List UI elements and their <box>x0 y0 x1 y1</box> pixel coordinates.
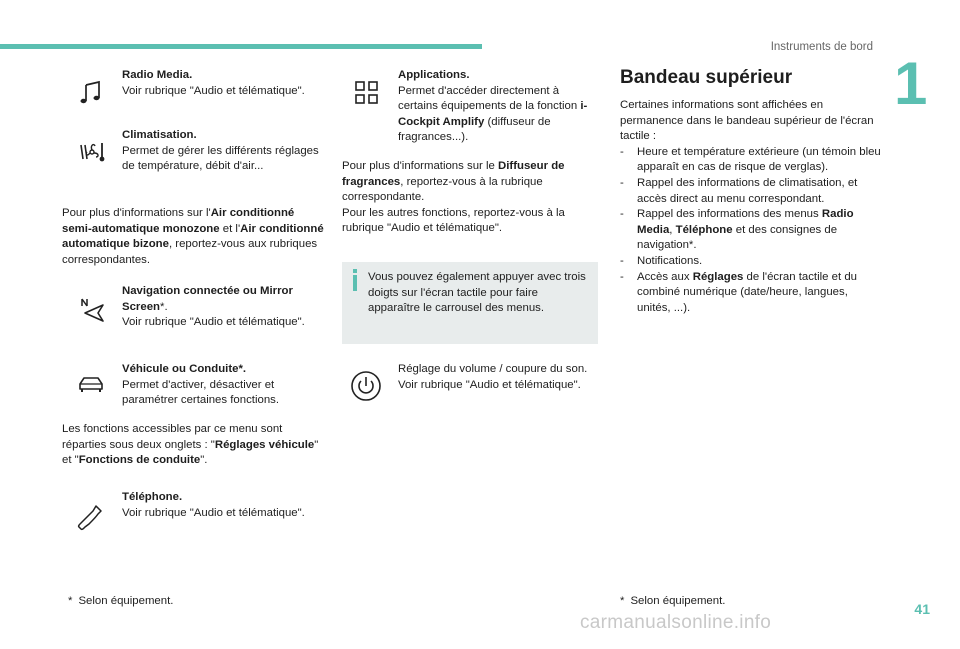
page-number: 41 <box>914 601 930 617</box>
navigation-arrow-icon <box>78 295 108 325</box>
list-item <box>620 270 882 317</box>
text-span: Accès aux <box>637 270 693 283</box>
section-heading: Bandeau supérieur <box>620 67 793 88</box>
text-span: Les fonctions accessibles par ce menu sont réparties sous deux onglets : " <box>62 423 283 451</box>
car-icon <box>76 369 106 399</box>
text-span: ". <box>200 454 208 467</box>
text-span: Pour plus d'informations sur le <box>342 160 499 172</box>
bold-span: Air conditionné semi-automatique monozone <box>62 207 295 235</box>
music-note-icon <box>76 78 106 108</box>
radio-media-text: Voir rubrique "Audio et télématique". <box>122 84 305 97</box>
applications-title: Applications. <box>398 69 470 81</box>
info-icon <box>353 275 357 291</box>
text-span: , reportez-vous aux rubriques correspondantes. <box>62 238 318 266</box>
text-span: Rappel des informations des menus <box>637 208 822 221</box>
climate-fan-icon <box>76 137 106 167</box>
phone-handset-icon <box>76 503 106 533</box>
text-span: Pour plus d'informations sur l' <box>62 207 211 219</box>
text-span: Pour les autres fonctions, reportez-vous à la rubrique "Audio et télématique". <box>342 206 565 235</box>
list-item: - Notifications. <box>620 254 882 270</box>
bandeau-content <box>620 98 882 316</box>
applications-text <box>398 84 596 146</box>
header-accent-bar <box>0 44 482 49</box>
footnote-star: * <box>68 595 73 607</box>
power-knob-icon <box>350 370 382 402</box>
phone-text: Voir rubrique "Audio et télématique". <box>122 506 305 519</box>
info-note-text: Vous pouvez également appuyer avec trois doigts sur l'écran tactile pour faire apparaître le carrousel des menus. <box>368 271 586 315</box>
bold-span: Réglages véhicule <box>214 438 315 451</box>
navigation-title: Navigation connectée ou Mirror Screen <box>122 285 293 313</box>
navigation-text: Voir rubrique "Audio et télématique". <box>122 316 305 329</box>
list-item: - Rappel des informations de climatisation, et accès direct au menu correspondant. <box>620 176 882 207</box>
footnote-star: * <box>620 595 625 607</box>
volume-text: Réglage du volume / coupure du son. <box>398 363 588 375</box>
climatisation-item <box>122 128 332 175</box>
bold-span: i-Cockpit Amplify <box>398 100 588 128</box>
section-title: Instruments de bord <box>770 41 873 53</box>
list-item: - Heure et température extérieure (un témoin bleu apparaît en cas de risque de verglas). <box>620 145 882 176</box>
text-span: , reportez-vous à la rubrique correspondante. <box>342 175 543 204</box>
footnote-text: Selon équipement. <box>78 595 174 607</box>
climatisation-title: Climatisation. <box>122 129 197 141</box>
volume-item <box>398 362 596 393</box>
text-span: " et " <box>62 438 319 467</box>
text-span: , <box>669 223 676 236</box>
text-span: et l' <box>219 222 241 235</box>
vehicle-item <box>122 362 332 409</box>
text-span: et des consignes de navigation*. <box>637 223 838 252</box>
chapter-number: 1 <box>894 50 928 117</box>
footnote-text: Selon équipement. <box>630 595 726 607</box>
list-item <box>620 207 882 254</box>
footnote-star: * <box>160 300 165 313</box>
climatisation-text: Permet de gérer les différents réglages de température, débit d'air... <box>122 144 319 173</box>
apps-grid-icon <box>352 78 382 108</box>
bold-span: Air conditionné automatique bizone <box>62 222 324 251</box>
fragrance-paragraph <box>342 159 598 237</box>
bold-span: Radio Media <box>637 208 854 236</box>
vehicle-title: Véhicule ou Conduite*. <box>122 363 247 375</box>
applications-item <box>398 68 596 146</box>
bandeau-intro: Certaines informations sont affichées en permanence dans le bandeau supérieur de l'écran tactile : <box>620 99 874 143</box>
footnote-right <box>620 594 725 610</box>
phone-item <box>122 490 332 521</box>
text-span: . <box>164 300 168 313</box>
footnote-left <box>68 594 173 610</box>
info-note-box <box>342 262 598 344</box>
phone-title: Téléphone. <box>122 491 183 503</box>
bold-span: Diffuseur de fragrances <box>342 160 565 188</box>
bandeau-list <box>620 145 882 317</box>
bold-span: Téléphone <box>675 223 733 236</box>
radio-media-item <box>122 68 332 99</box>
watermark: carmanualsonline.info <box>580 612 772 633</box>
bold-span: Fonctions de conduite <box>78 454 201 467</box>
vehicle-text: Permet d'activer, désactiver et paramétrer certaines fonctions. <box>122 378 280 407</box>
text-span: (diffuseur de fragrances...). <box>398 115 551 144</box>
tabs-paragraph <box>62 422 324 469</box>
text-span: Permet d'accéder directement à certains équipements de la fonction <box>398 84 581 113</box>
bold-span: Réglages <box>692 270 744 283</box>
radio-media-title: Radio Media. <box>122 69 193 81</box>
navigation-item <box>122 284 332 331</box>
volume-text-2: Voir rubrique "Audio et télématique". <box>398 378 581 391</box>
air-conditioning-paragraph <box>62 206 324 268</box>
text-span: de l'écran tactile et du combiné numérique (date/heure, langues, unités, ...). <box>637 270 857 314</box>
